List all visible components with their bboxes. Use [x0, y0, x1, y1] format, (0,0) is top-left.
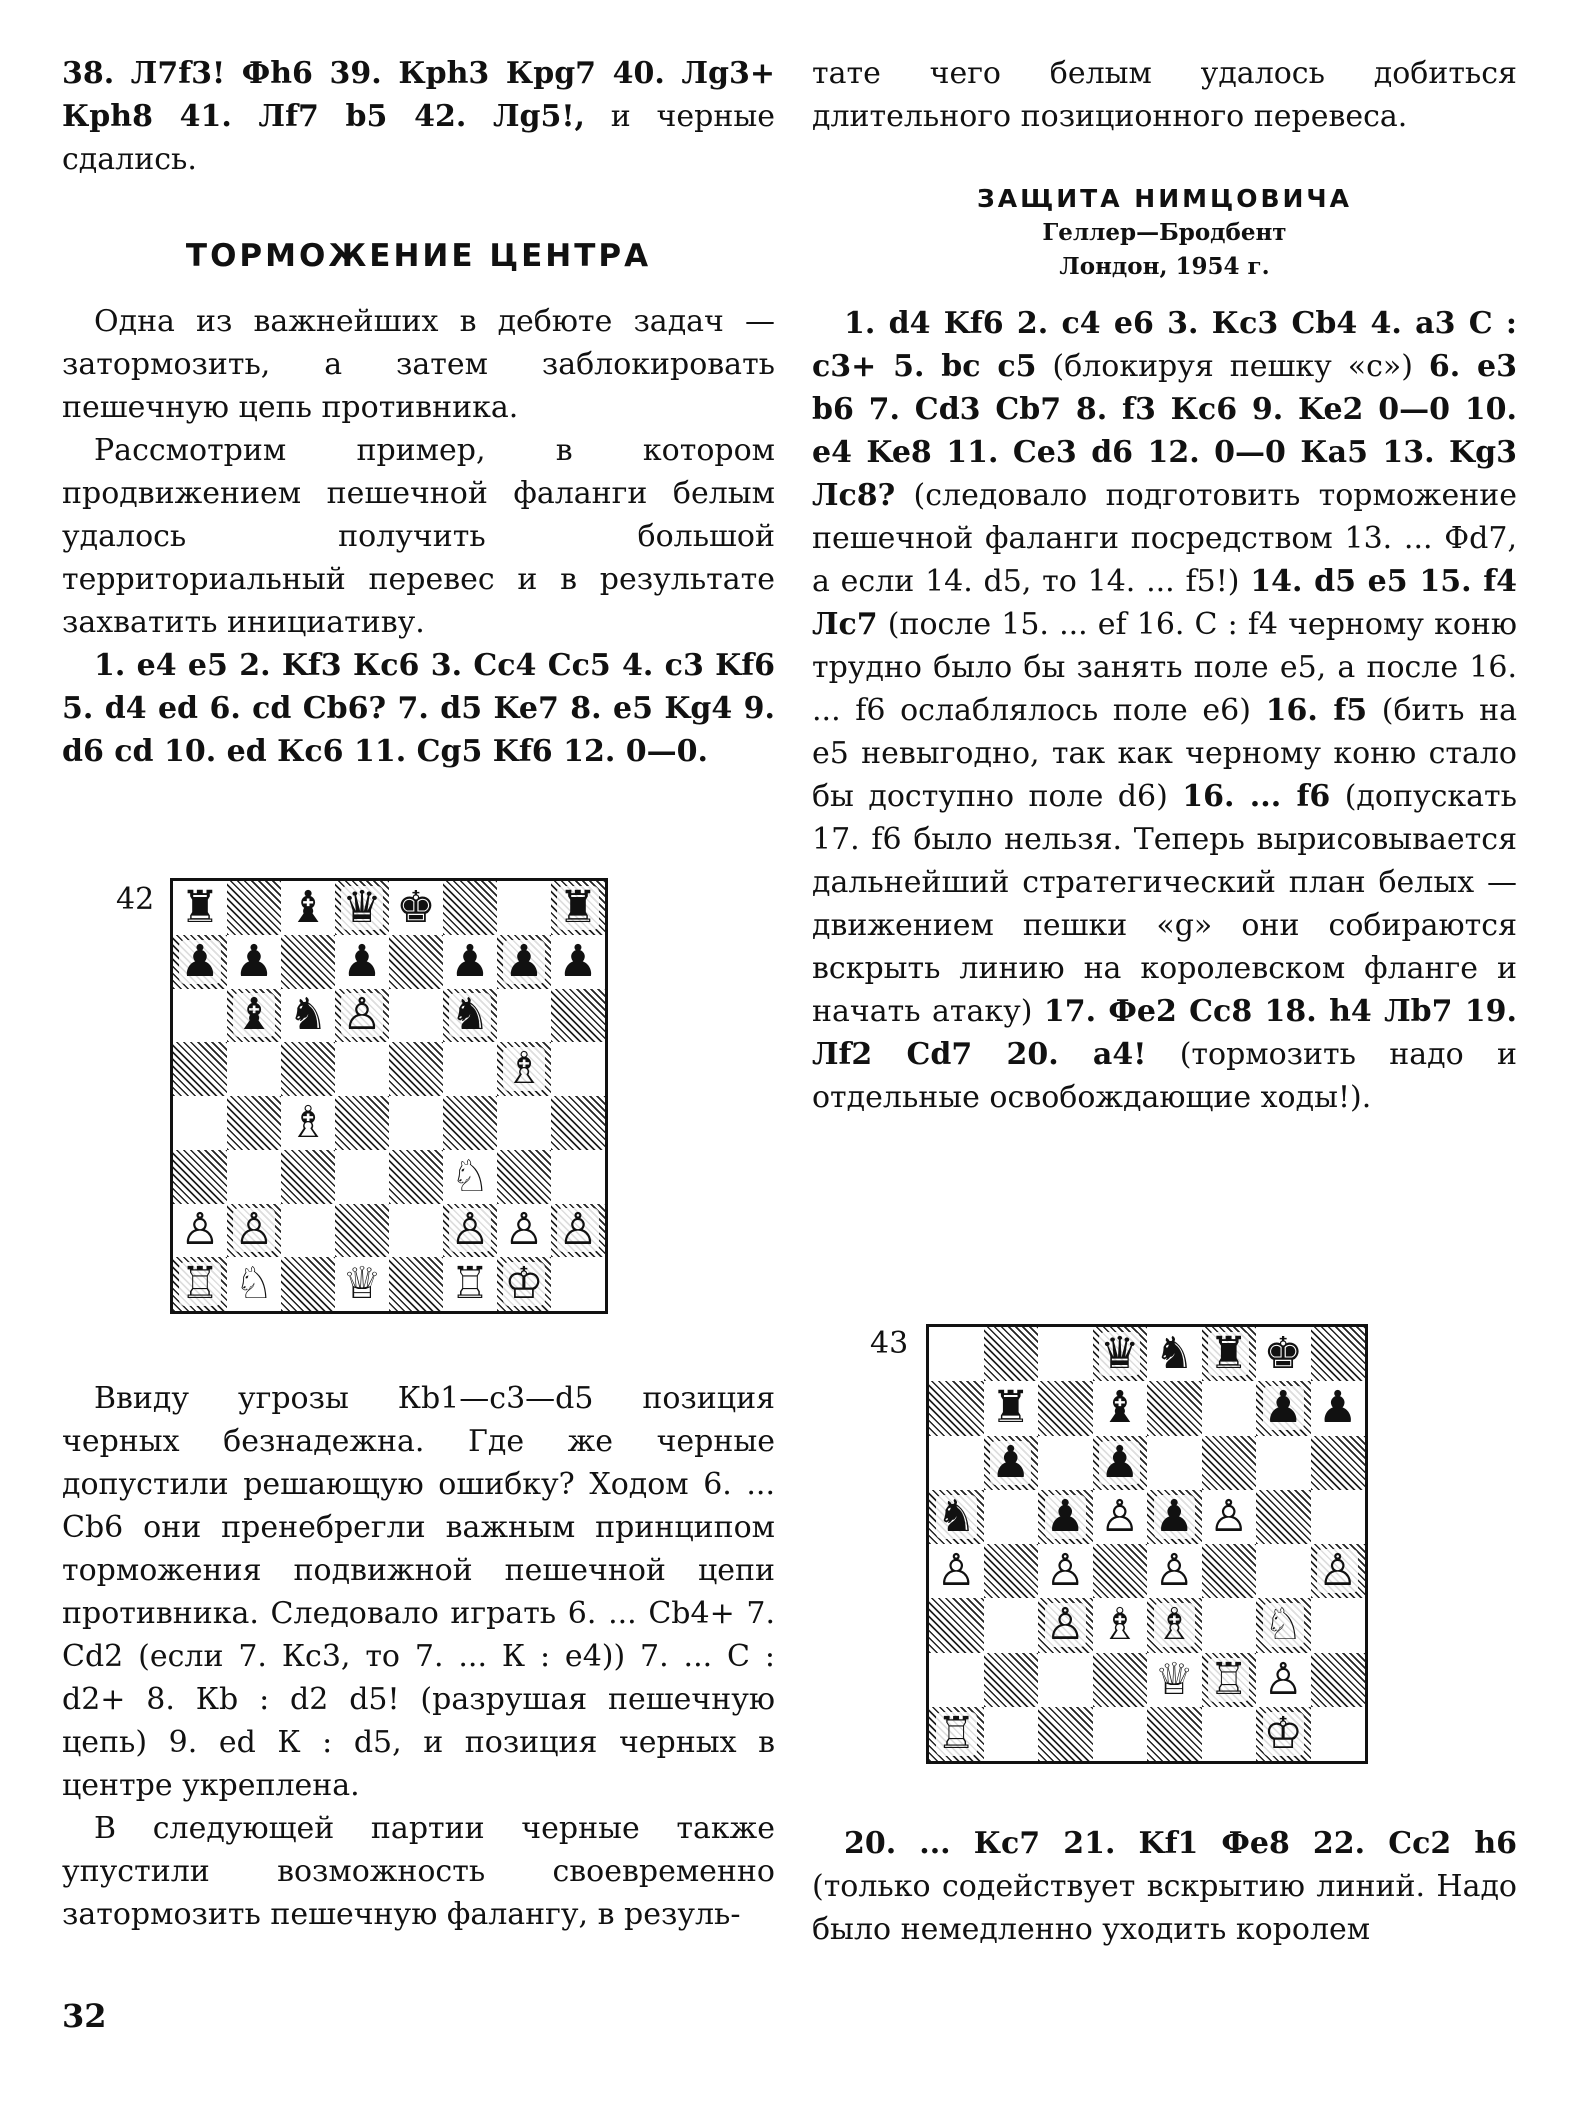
board-square	[929, 1598, 984, 1652]
black-pawn-icon: ♟	[450, 935, 490, 987]
white-pawn-icon: ♙	[558, 1204, 598, 1256]
board-square	[1311, 1653, 1366, 1707]
board-square	[1202, 1327, 1257, 1381]
board-square	[281, 1257, 335, 1311]
black-pawn-icon: ♟	[991, 1436, 1031, 1488]
board-square	[1093, 1381, 1148, 1435]
board-square	[1147, 1327, 1202, 1381]
intro-paragraph	[62, 52, 775, 181]
board-square	[281, 1096, 335, 1150]
black-rook-icon: ♜	[1209, 1328, 1249, 1380]
board-square	[1147, 1490, 1202, 1544]
left-column-lower	[62, 1377, 775, 1936]
board-square	[1093, 1653, 1148, 1707]
board-square	[1093, 1598, 1148, 1652]
black-pawn-icon: ♟	[234, 935, 274, 987]
board-square	[1038, 1327, 1093, 1381]
board-square	[1038, 1544, 1093, 1598]
board-square	[1038, 1707, 1093, 1761]
left-column	[62, 52, 775, 773]
white-knight-icon: ♘	[234, 1258, 274, 1310]
intro-text: и черные сдались.	[62, 99, 775, 177]
black-pawn-icon: ♟	[1045, 1490, 1085, 1542]
black-bishop-icon: ♝	[234, 989, 274, 1041]
board-square	[1038, 1598, 1093, 1652]
black-pawn-icon: ♟	[1318, 1382, 1358, 1434]
white-knight-icon: ♘	[1263, 1599, 1303, 1651]
black-pawn-icon: ♟	[180, 935, 220, 987]
game-text-run-0: 1. d4 Kf6 2. c4 e6 3. Кc3 Cb4 4. a3 C : c3+ 5. bc c5	[812, 306, 1517, 384]
board-square	[551, 935, 605, 989]
game-text-run-8: 16. ... f6	[1182, 779, 1331, 814]
board-square	[1147, 1653, 1202, 1707]
board-square	[1202, 1544, 1257, 1598]
board-square	[1311, 1707, 1366, 1761]
board-square	[929, 1544, 984, 1598]
board-square	[281, 989, 335, 1043]
black-pawn-icon: ♟	[1263, 1382, 1303, 1434]
board-square	[227, 1257, 281, 1311]
board-square	[984, 1490, 1039, 1544]
game-text-run-3: (следовало подготовить торможение пешечной фаланги посредством 13. ... Фd7, а если 14. d5, то 14. ... f5!)	[812, 478, 1517, 599]
board-square	[1256, 1544, 1311, 1598]
white-pawn-icon: ♙	[1263, 1653, 1303, 1705]
white-pawn-icon: ♙	[936, 1545, 976, 1597]
opening-moves: 1. e4 e5 2. Kf3 Кc6 3. Cc4 Cc5 4. c3 Kf6 5. d4 ed 6. cd Cb6? 7. d5 Ke7 8. e5 Kg4 9. d6 cd 10. ed Кc6 11. Cg5 Kf6 12. 0—0.	[62, 648, 775, 769]
chess-board	[926, 1324, 1368, 1764]
board-square	[227, 935, 281, 989]
board-square	[1256, 1707, 1311, 1761]
board-square	[443, 1150, 497, 1204]
board-square	[1256, 1327, 1311, 1381]
black-knight-icon: ♞	[1154, 1328, 1194, 1380]
board-square	[1311, 1544, 1366, 1598]
board-square	[389, 935, 443, 989]
game-text-run-5: (после 15. ... ef 16. C : f4 черному коню трудно было бы занять поле e5, а после 16. ... f6 ослаблялось поле e6)	[812, 607, 1517, 728]
black-king-icon: ♚	[396, 881, 436, 933]
board-square	[281, 1150, 335, 1204]
game-players: Геллер—Бродбент	[1042, 219, 1287, 246]
white-pawn-icon: ♙	[342, 989, 382, 1041]
black-pawn-icon: ♟	[558, 935, 598, 987]
game-moves-commentary	[812, 302, 1517, 1119]
board-square	[497, 1150, 551, 1204]
board-square	[335, 989, 389, 1043]
board-square	[227, 1204, 281, 1258]
board-square	[1093, 1544, 1148, 1598]
right-column-lower	[812, 1822, 1517, 1951]
board-square	[227, 1150, 281, 1204]
board-square	[443, 1204, 497, 1258]
board-square	[1311, 1598, 1366, 1652]
board-square	[929, 1327, 984, 1381]
board-square	[335, 1042, 389, 1096]
black-knight-icon: ♞	[936, 1490, 976, 1542]
board-square	[1256, 1653, 1311, 1707]
board-square	[1093, 1327, 1148, 1381]
board-square	[281, 1204, 335, 1258]
black-rook-icon: ♜	[558, 881, 598, 933]
white-bishop-icon: ♗	[1100, 1599, 1140, 1651]
board-square	[984, 1327, 1039, 1381]
black-knight-icon: ♞	[450, 989, 490, 1041]
board-square	[497, 1257, 551, 1311]
board-square	[984, 1598, 1039, 1652]
white-king-icon: ♔	[504, 1258, 544, 1310]
game-text-run-9: (допускать 17. f6 было нельзя. Теперь вырисовывается дальнейший стратегический план белых — движением пешки «g» они собираются вскрыть линию на королевском фланге и начать атаку)	[812, 779, 1517, 1029]
board-square	[1202, 1653, 1257, 1707]
board-square	[1256, 1381, 1311, 1435]
white-pawn-icon: ♙	[450, 1204, 490, 1256]
white-pawn-icon: ♙	[1045, 1599, 1085, 1651]
board-square	[929, 1490, 984, 1544]
board-square	[497, 881, 551, 935]
board-square	[335, 1257, 389, 1311]
board-square	[389, 1257, 443, 1311]
board-square	[1311, 1327, 1366, 1381]
right-column	[812, 52, 1517, 1119]
board-square	[1147, 1598, 1202, 1652]
white-pawn-icon: ♙	[234, 1204, 274, 1256]
white-rook-icon: ♖	[450, 1258, 490, 1310]
white-pawn-icon: ♙	[180, 1204, 220, 1256]
board-square	[389, 1150, 443, 1204]
board-square	[551, 1150, 605, 1204]
game-title: ЗАЩИТА НИМЦОВИЧА	[977, 184, 1352, 213]
page-number: 32	[62, 1997, 107, 2035]
board-square	[443, 1096, 497, 1150]
board-square	[173, 1042, 227, 1096]
black-queen-icon: ♛	[342, 881, 382, 933]
paragraph-1: Одна из важнейших в дебюте задач — затормозить, а затем заблокировать пешечную цепь противника.	[62, 304, 775, 425]
board-square	[389, 881, 443, 935]
game-text-run-11: (тормозить надо и отдельные освобождающие ходы!).	[812, 1037, 1517, 1115]
board-square	[1202, 1598, 1257, 1652]
board-square	[984, 1707, 1039, 1761]
board-square	[1038, 1490, 1093, 1544]
board-square	[1093, 1436, 1148, 1490]
board-square	[1202, 1436, 1257, 1490]
board-square	[497, 989, 551, 1043]
board-square	[227, 881, 281, 935]
board-square	[1202, 1707, 1257, 1761]
board-square	[1038, 1381, 1093, 1435]
board-square	[335, 881, 389, 935]
black-pawn-icon: ♟	[504, 935, 544, 987]
board-square	[1202, 1490, 1257, 1544]
game-text-run-6: 16. f5	[1265, 693, 1368, 728]
board-square	[443, 1257, 497, 1311]
white-king-icon: ♔	[1263, 1707, 1303, 1759]
board-square	[1256, 1490, 1311, 1544]
game-text-run-1: (блокируя пешку «c»)	[1036, 349, 1429, 384]
board-square	[173, 989, 227, 1043]
board-square	[497, 1042, 551, 1096]
board-square	[227, 1042, 281, 1096]
board-square	[497, 935, 551, 989]
white-pawn-icon: ♙	[1318, 1545, 1358, 1597]
black-pawn-icon: ♟	[1100, 1436, 1140, 1488]
board-square	[984, 1436, 1039, 1490]
board-square	[929, 1436, 984, 1490]
after-text-run-1: (только содействует вскрытию линий. Надо было немедленно уходить королем	[812, 1869, 1517, 1947]
board-square	[281, 881, 335, 935]
white-pawn-icon: ♙	[1154, 1545, 1194, 1597]
board-square	[1038, 1653, 1093, 1707]
board-square	[984, 1544, 1039, 1598]
white-pawn-icon: ♙	[1209, 1490, 1249, 1542]
board-square	[551, 1096, 605, 1150]
board-square	[1311, 1381, 1366, 1435]
white-bishop-icon: ♗	[1154, 1599, 1194, 1651]
white-bishop-icon: ♗	[288, 1096, 328, 1148]
diagram-number: 42	[116, 882, 155, 917]
board-square	[443, 935, 497, 989]
board-square	[227, 989, 281, 1043]
section-title: ТОРМОЖЕНИЕ ЦЕНТРА	[185, 238, 652, 274]
game-text-run-7: (бить на e5 невыгодно, так как черному коню стало бы доступно поле d6)	[812, 693, 1517, 814]
board-square	[1256, 1436, 1311, 1490]
board-square	[1147, 1707, 1202, 1761]
board-square	[1093, 1707, 1148, 1761]
board-square	[443, 881, 497, 935]
board-square	[443, 1042, 497, 1096]
board-square	[173, 1204, 227, 1258]
board-square	[551, 1042, 605, 1096]
board-square	[1147, 1436, 1202, 1490]
board-square	[173, 935, 227, 989]
board-square	[1147, 1381, 1202, 1435]
after-text-run-0: 20. ... Кc7 21. Kf1 Фe8 22. Cc2 h6	[844, 1826, 1517, 1861]
black-bishop-icon: ♝	[1100, 1382, 1140, 1434]
white-pawn-icon: ♙	[1045, 1545, 1085, 1597]
chess-board	[170, 878, 608, 1314]
board-square	[929, 1707, 984, 1761]
board-square	[389, 1096, 443, 1150]
black-king-icon: ♚	[1263, 1328, 1303, 1380]
board-square	[335, 1096, 389, 1150]
board-square	[389, 989, 443, 1043]
white-pawn-icon: ♙	[504, 1204, 544, 1256]
board-square	[173, 1150, 227, 1204]
board-square	[551, 1257, 605, 1311]
black-pawn-icon: ♟	[342, 935, 382, 987]
board-square	[1038, 1436, 1093, 1490]
white-queen-icon: ♕	[342, 1258, 382, 1310]
black-rook-icon: ♜	[180, 881, 220, 933]
board-square	[984, 1381, 1039, 1435]
board-square	[389, 1204, 443, 1258]
board-square	[551, 1204, 605, 1258]
board-square	[929, 1381, 984, 1435]
board-square	[551, 989, 605, 1043]
white-knight-icon: ♘	[450, 1150, 490, 1202]
white-rook-icon: ♖	[180, 1258, 220, 1310]
board-square	[1256, 1598, 1311, 1652]
white-rook-icon: ♖	[936, 1707, 976, 1759]
board-square	[1202, 1381, 1257, 1435]
board-square	[551, 881, 605, 935]
board-square	[929, 1653, 984, 1707]
board-square	[335, 935, 389, 989]
board-square	[984, 1653, 1039, 1707]
black-knight-icon: ♞	[288, 989, 328, 1041]
board-square	[281, 1042, 335, 1096]
paragraph-2: Рассмотрим пример, в котором продвижением пешечной фаланги белым удалось получить большой территориальный перевес и в результате захватить инициативу.	[62, 433, 775, 640]
board-square	[1311, 1436, 1366, 1490]
board-square	[497, 1096, 551, 1150]
board-square	[173, 1096, 227, 1150]
board-square	[173, 1257, 227, 1311]
black-bishop-icon: ♝	[288, 881, 328, 933]
board-square	[1093, 1490, 1148, 1544]
game-place: Лондон, 1954 г.	[1059, 253, 1270, 280]
board-square	[335, 1150, 389, 1204]
white-rook-icon: ♖	[1209, 1653, 1249, 1705]
black-queen-icon: ♛	[1100, 1328, 1140, 1380]
diagram-number: 43	[870, 1326, 909, 1361]
board-square	[1311, 1490, 1366, 1544]
black-pawn-icon: ♟	[1154, 1490, 1194, 1542]
intro-moves: 38. Л7f3! Фh6 39. Крh3 Крg7 40. Лg3+ Крh8 41. Лf7 b5 42. Лg5!,	[62, 56, 775, 134]
board-square	[497, 1204, 551, 1258]
board-square	[1147, 1544, 1202, 1598]
board-square	[281, 935, 335, 989]
board-square	[443, 989, 497, 1043]
paragraph-3: Ввиду угрозы Кb1—c3—d5 позиция черных безнадежна. Где же черные допустили решающую ошибку? Ходом 6. ... Cb6 они пренебрегли важным принципом торможения подвижной пешечной цепи противника. Следовало играть 6. ... Cb4+ 7. Cd2 (если 7. Кc3, то 7. ... К : e4)) 7. ... C : d2+ 8. Кb : d2 d5! (разрушая пешечную цепь) 9. ed К : d5, и позиция черных в центре укреплена.	[62, 1381, 775, 1803]
board-square	[389, 1042, 443, 1096]
black-rook-icon: ♜	[991, 1382, 1031, 1434]
game-header	[812, 182, 1517, 284]
white-bishop-icon: ♗	[504, 1043, 544, 1095]
board-square	[227, 1096, 281, 1150]
white-queen-icon: ♕	[1154, 1653, 1194, 1705]
continuation-commentary	[812, 1822, 1517, 1951]
continued-paragraph: тате чего белым удалось добиться длительного позиционного перевеса.	[812, 56, 1517, 134]
white-pawn-icon: ♙	[1100, 1490, 1140, 1542]
board-square	[173, 881, 227, 935]
paragraph-4: В следующей партии черные также упустили возможность своевременно затормозить пешечную фалангу, в резуль-	[62, 1811, 775, 1932]
board-square	[335, 1204, 389, 1258]
game-text-run-10: 17. Фe2 Cc8 18. h4 Лb7 19. Лf2 Cd7 20. a4!	[812, 994, 1518, 1072]
game-text-run-4: 14. d5 e5 15. f4 Лc7	[812, 564, 1517, 642]
game-text-run-2: 6. e3 b6 7. Cd3 Cb7 8. f3 Кc6 9. Ke2 0—0 10. e4 Ke8 11. Ce3 d6 12. 0—0 Кa5 13. Kg3 Лc8?	[812, 349, 1518, 513]
